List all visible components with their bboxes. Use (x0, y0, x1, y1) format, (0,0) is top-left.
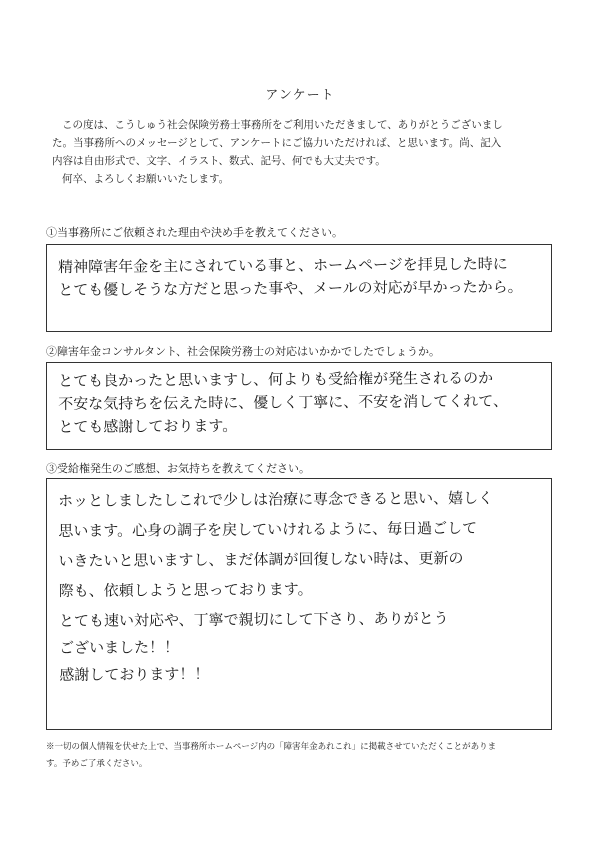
intro-line: 内容は自由形式で、文字、イラスト、数式、記号、何でも大丈夫です。 (52, 155, 386, 167)
answer-2-text (58, 367, 558, 439)
answer-line: とても良かったと思いますし、何よりも受給権が発生されるのか (58, 368, 494, 390)
answer-line: 際も、依頼しようと思っております。 (58, 580, 313, 600)
intro-line: た。当事務所へのメッセージとして、アンケートにご協力いただければ、と思います。尚、記入 (52, 137, 502, 149)
answer-line: 不安な気持ちを伝えた時に、優しく丁寧に、不安を消してくれて、 (58, 391, 509, 413)
footnote (46, 739, 556, 773)
answer-line: 精神障害年金を主にされている事と、ホームページを拝見した時に (58, 254, 508, 276)
footnote-line: す。予めご了承ください。 (46, 759, 148, 769)
footnote-line: ※一切の個人情報を伏せた上で、当事務所ホームページ内の「障害年金あれこれ」に掲載させていただくことがありま (46, 742, 497, 752)
question-1-label: ①当事務所にご依頼された理由や決め手を教えてください。 (46, 226, 343, 239)
answer-line: とても感謝しております。 (58, 416, 238, 436)
answer-line: とても速い対応や、丁寧で親切にして下さり、ありがとう (58, 609, 449, 630)
answer-1-text (58, 253, 558, 302)
answer-line: ホッとしましたしこれで少しは治療に専念できると思い、嬉しく (58, 488, 494, 510)
intro-line: 何卒、よろしくお願いいたします。 (62, 173, 230, 185)
answer-line: 思います。心身の調子を戻していけれるように、毎日過ごして (58, 519, 478, 540)
intro-line: この度は、こうしゅう社会保険労務士事務所をご利用いただきまして、ありがとうございまし (62, 119, 503, 131)
answer-line: とても優しそうな方だと思った事や、メールの対応が早かったから。 (58, 277, 523, 299)
answer-3-text (58, 483, 559, 690)
intro-text (52, 116, 552, 188)
answer-line: ございました！！ (59, 638, 180, 657)
question-3-label: ③受給権発生のご感想、お気持ちを教えてください。 (46, 462, 310, 475)
page-title: アンケート (265, 88, 335, 103)
answer-line: いきたいと思いますし、まだ体調が回復しない時は、更新の (58, 549, 464, 570)
answer-line: 感謝しております！！ (59, 664, 210, 684)
question-2-label: ②障害年金コンサルタント、社会保険労務士の対応はいかかでしたでしょうか。 (46, 345, 441, 358)
